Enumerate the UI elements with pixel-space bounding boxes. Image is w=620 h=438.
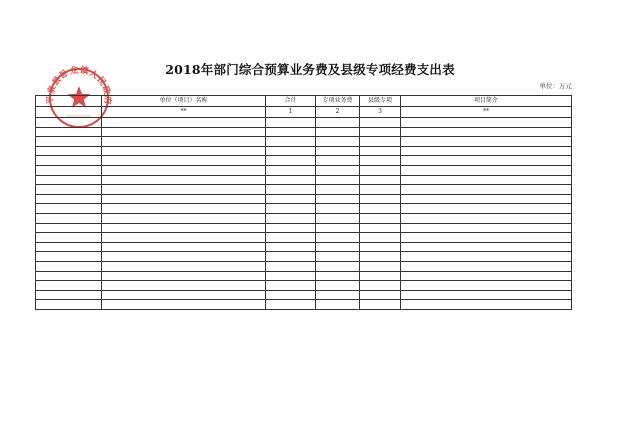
- table-cell: [36, 261, 102, 271]
- table-cell: [360, 223, 401, 233]
- table-cell: [316, 137, 360, 147]
- table-cell: [401, 127, 572, 137]
- table-cell: [266, 213, 316, 223]
- table-cell: [102, 223, 266, 233]
- table-cell: [102, 118, 266, 128]
- table-cell: [266, 242, 316, 252]
- table-cell: [102, 204, 266, 214]
- table-cell: [360, 213, 401, 223]
- table-cell: [316, 300, 360, 310]
- table-cell: [360, 300, 401, 310]
- table-row: [36, 223, 572, 233]
- table-cell: [102, 290, 266, 300]
- table-cell: [36, 165, 102, 175]
- unit-label: 单位：万元: [539, 82, 572, 90]
- table-cell: [266, 261, 316, 271]
- table-cell: [401, 252, 572, 262]
- number-cell: **: [401, 107, 572, 118]
- table-cell: [266, 204, 316, 214]
- table-cell: [36, 175, 102, 185]
- table-cell: [360, 156, 401, 166]
- table-cell: [102, 300, 266, 310]
- number-blank: [36, 107, 102, 118]
- table-cell: [36, 194, 102, 204]
- table-cell: [360, 194, 401, 204]
- table-cell: [102, 156, 266, 166]
- header-project-summary: 项目简介: [401, 96, 572, 107]
- table-cell: [266, 290, 316, 300]
- table-cell: [36, 213, 102, 223]
- header-row: [36, 96, 572, 107]
- table-row: [36, 261, 572, 271]
- table-cell: [401, 233, 572, 243]
- table-cell: [401, 271, 572, 281]
- table-row: [36, 137, 572, 147]
- table-cell: [266, 156, 316, 166]
- table-cell: [360, 233, 401, 243]
- table-cell: [360, 118, 401, 128]
- table-row: [36, 146, 572, 156]
- table-cell: [401, 137, 572, 147]
- table-cell: [36, 223, 102, 233]
- table-cell: [36, 127, 102, 137]
- table-row: [36, 213, 572, 223]
- table-cell: [316, 118, 360, 128]
- table-cell: [401, 223, 572, 233]
- header-county-special: 县级专项: [360, 96, 401, 107]
- table-cell: [316, 194, 360, 204]
- table-row: [36, 127, 572, 137]
- header-special-business-fee: 专项业务费: [316, 96, 360, 107]
- table-cell: [316, 156, 360, 166]
- table-cell: [36, 252, 102, 262]
- table-cell: [360, 261, 401, 271]
- table-cell: [102, 271, 266, 281]
- table-cell: [36, 300, 102, 310]
- table-cell: [36, 137, 102, 147]
- table-cell: [401, 242, 572, 252]
- table-cell: [360, 146, 401, 156]
- table-row: [36, 290, 572, 300]
- number-cell: **: [102, 107, 266, 118]
- table-cell: [266, 300, 316, 310]
- number-cell: 3: [360, 107, 401, 118]
- table-cell: [36, 146, 102, 156]
- table-cell: [360, 290, 401, 300]
- table-cell: [102, 175, 266, 185]
- table-cell: [36, 271, 102, 281]
- table-cell: [102, 213, 266, 223]
- table-row: [36, 204, 572, 214]
- table-cell: [316, 252, 360, 262]
- table-cell: [102, 137, 266, 147]
- table-cell: [401, 165, 572, 175]
- header-unit-name: 单位（项目）名称: [102, 96, 266, 107]
- table-row: [36, 281, 572, 291]
- expenditure-table: [35, 95, 572, 310]
- table-cell: [36, 290, 102, 300]
- table-cell: [360, 185, 401, 195]
- table-cell: [360, 252, 401, 262]
- table-cell: [36, 118, 102, 128]
- table-cell: [102, 146, 266, 156]
- table-row: [36, 252, 572, 262]
- table-cell: [266, 233, 316, 243]
- header-blank: [36, 96, 102, 107]
- table-cell: [316, 261, 360, 271]
- table-cell: [316, 223, 360, 233]
- table-cell: [102, 194, 266, 204]
- table-row: [36, 194, 572, 204]
- table-cell: [316, 271, 360, 281]
- table-row: [36, 118, 572, 128]
- table-cell: [266, 137, 316, 147]
- table-cell: [266, 165, 316, 175]
- table-cell: [316, 165, 360, 175]
- table-cell: [102, 242, 266, 252]
- table-cell: [401, 146, 572, 156]
- table-cell: [316, 242, 360, 252]
- table-row: [36, 233, 572, 243]
- table-cell: [401, 290, 572, 300]
- table-cell: [316, 290, 360, 300]
- number-cell: 2: [316, 107, 360, 118]
- table-cell: [360, 137, 401, 147]
- table-row: [36, 185, 572, 195]
- table-cell: [401, 261, 572, 271]
- table-cell: [360, 242, 401, 252]
- table-row: [36, 165, 572, 175]
- table-cell: [36, 185, 102, 195]
- table-cell: [266, 146, 316, 156]
- table-cell: [401, 213, 572, 223]
- table-cell: [102, 281, 266, 291]
- table-row: [36, 271, 572, 281]
- table-cell: [401, 175, 572, 185]
- column-number-row: [36, 107, 572, 118]
- table-cell: [36, 204, 102, 214]
- number-cell: 1: [266, 107, 316, 118]
- table-cell: [266, 175, 316, 185]
- table-cell: [401, 281, 572, 291]
- table-cell: [316, 204, 360, 214]
- table-cell: [102, 185, 266, 195]
- table-cell: [316, 185, 360, 195]
- table-row: [36, 300, 572, 310]
- header-total: 合计: [266, 96, 316, 107]
- table-cell: [401, 185, 572, 195]
- table-cell: [360, 271, 401, 281]
- table-cell: [360, 175, 401, 185]
- table-cell: [360, 204, 401, 214]
- table-cell: [401, 194, 572, 204]
- table-cell: [102, 233, 266, 243]
- table-cell: [266, 281, 316, 291]
- table-row: [36, 156, 572, 166]
- table-cell: [316, 127, 360, 137]
- table-cell: [36, 281, 102, 291]
- table-cell: [102, 261, 266, 271]
- table-row: [36, 175, 572, 185]
- table-cell: [316, 146, 360, 156]
- table-cell: [266, 118, 316, 128]
- table-cell: [401, 156, 572, 166]
- table-cell: [102, 165, 266, 175]
- table-cell: [36, 156, 102, 166]
- table-cell: [266, 271, 316, 281]
- table-cell: [36, 233, 102, 243]
- table-cell: [401, 118, 572, 128]
- table-cell: [316, 233, 360, 243]
- table-cell: [266, 223, 316, 233]
- table-cell: [102, 127, 266, 137]
- table-cell: [401, 300, 572, 310]
- svg-text:平泉县卧龙镇人民政府: 平泉县卧龙镇人民政府: [45, 65, 113, 106]
- table-cell: [102, 252, 266, 262]
- table-cell: [316, 175, 360, 185]
- table-cell: [360, 165, 401, 175]
- table-cell: [360, 127, 401, 137]
- table-cell: [401, 204, 572, 214]
- table-cell: [316, 213, 360, 223]
- table-cell: [266, 185, 316, 195]
- table-cell: [266, 194, 316, 204]
- table-row: [36, 242, 572, 252]
- document-title: 2018年部门综合预算业务费及县级专项经费支出表: [165, 62, 455, 77]
- table-cell: [266, 127, 316, 137]
- table-cell: [36, 242, 102, 252]
- table-cell: [360, 281, 401, 291]
- table-cell: [316, 281, 360, 291]
- table-cell: [266, 252, 316, 262]
